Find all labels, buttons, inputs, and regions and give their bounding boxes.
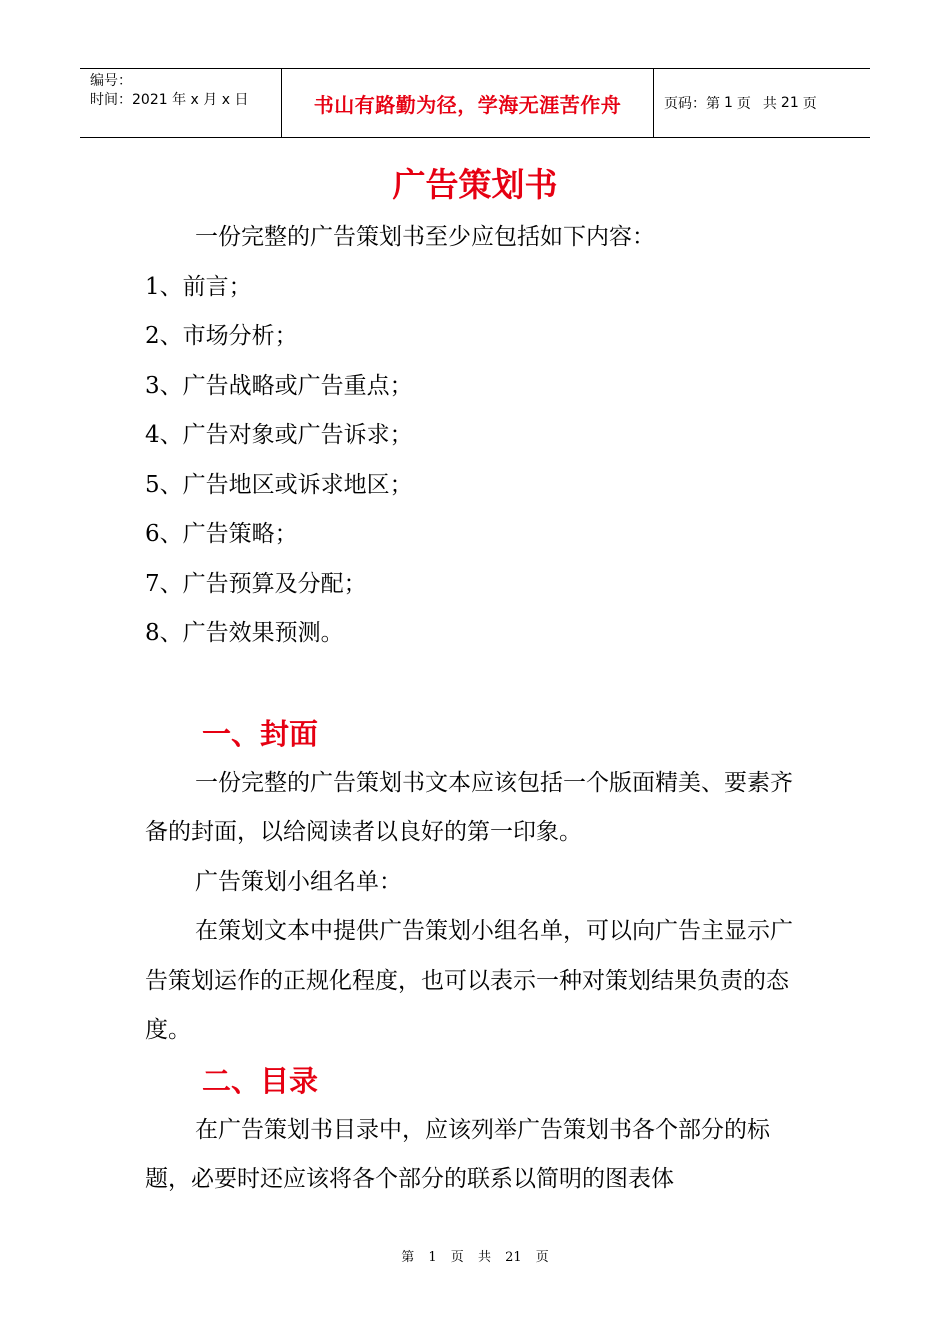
header-motto: 书山有路勤为径，学海无涯苦作舟 bbox=[282, 69, 654, 137]
toc-paragraph: 在广告策划书目录中，应该列举广告策划书各个部分的标题，必要时还应该将各个部分的联系以简明的图表体 bbox=[145, 1116, 770, 1192]
footer-label-3: 共 bbox=[477, 1250, 491, 1265]
footer-label-1: 第 bbox=[401, 1250, 415, 1265]
list-item: 6、广告策略； bbox=[145, 521, 298, 547]
team-subheading: 广告策划小组名单： bbox=[195, 868, 402, 895]
header-page-unit: 页 bbox=[736, 96, 751, 112]
footer-total: 21 bbox=[505, 1250, 522, 1265]
page-footer bbox=[0, 1246, 950, 1265]
cover-paragraph: 一份完整的广告策划书文本应该包括一个版面精美、要素齐备的封面，以给阅读者以良好的第一印象。 bbox=[145, 769, 793, 845]
list-item: 7、广告预算及分配； bbox=[145, 570, 367, 597]
section-heading-cover: 一、封面 bbox=[202, 716, 319, 751]
header-meta bbox=[80, 69, 282, 137]
footer-label-2: 页 bbox=[450, 1250, 464, 1265]
header-page-num: 1 bbox=[724, 95, 733, 111]
header-page-info bbox=[654, 69, 870, 137]
document-title: 广告策划书 bbox=[392, 165, 558, 204]
header-time-label: 时间：2021 年 x 月 x 日 bbox=[90, 92, 249, 108]
section-heading-toc: 二、目录 bbox=[202, 1063, 319, 1098]
header-total-unit: 页 bbox=[802, 96, 817, 112]
footer-page: 1 bbox=[428, 1250, 437, 1265]
document-body bbox=[145, 213, 810, 1205]
list-item: 8、广告效果预测。 bbox=[145, 620, 344, 646]
list-item: 3、广告战略或广告重点； bbox=[145, 372, 413, 399]
header-page-label: 页码：第 bbox=[664, 96, 720, 112]
intro-paragraph: 一份完整的广告策划书至少应包括如下内容： bbox=[195, 224, 655, 250]
list-item: 4、广告对象或广告诉求； bbox=[145, 422, 413, 448]
header-number-label: 编号： bbox=[90, 73, 132, 89]
list-item: 1、前言； bbox=[145, 273, 252, 300]
list-item: 5、广告地区或诉求地区； bbox=[145, 471, 413, 498]
list-item: 2、市场分析； bbox=[145, 323, 298, 349]
page-header bbox=[80, 68, 870, 138]
spacer bbox=[145, 659, 810, 709]
header-total-num: 21 bbox=[780, 95, 799, 111]
footer-label-4: 页 bbox=[535, 1250, 549, 1265]
team-paragraph: 在策划文本中提供广告策划小组名单，可以向广告主显示广告策划运作的正规化程度，也可以表示一种对策划结果负责的态度。 bbox=[145, 918, 793, 1043]
header-total-label: 共 bbox=[762, 96, 777, 112]
